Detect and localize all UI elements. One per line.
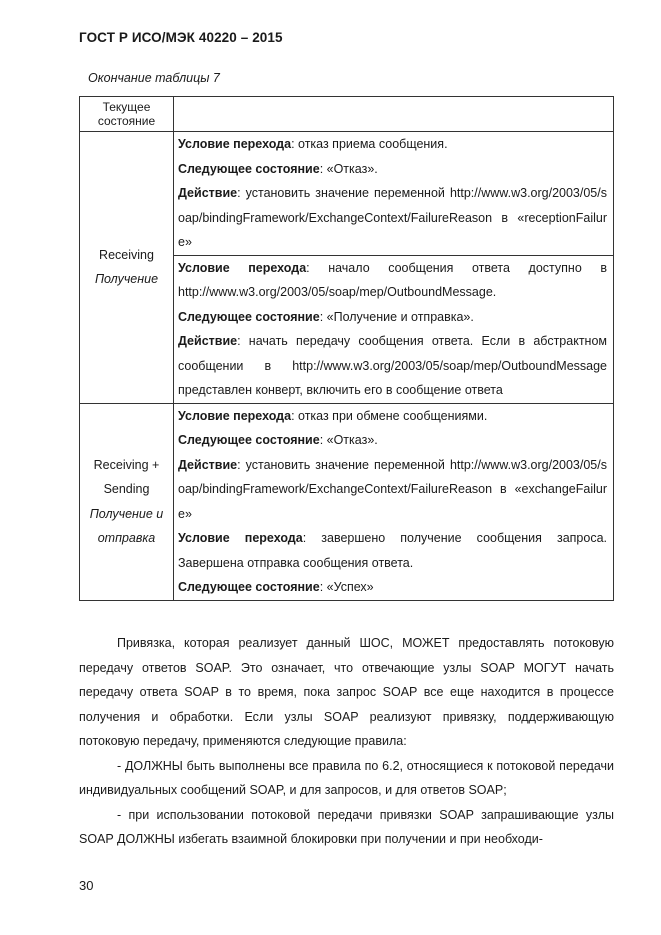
next-state-label: Следующее состояние xyxy=(178,309,320,324)
rule-condition xyxy=(178,404,607,429)
next-state-text: : «Отказ». xyxy=(319,161,378,176)
rule-condition xyxy=(178,256,607,305)
rule-next-state xyxy=(178,157,607,182)
rule-condition xyxy=(178,132,607,157)
body-text xyxy=(79,631,614,852)
transition-rule xyxy=(174,255,613,403)
state-name-en: Receiving xyxy=(99,247,154,262)
action-label: Действие xyxy=(178,186,238,200)
state-name-en: Receiving + Sending xyxy=(93,457,160,496)
page-number: 30 xyxy=(79,878,94,893)
next-state-text: : «Получение и отправка». xyxy=(319,309,474,324)
paragraph: - ДОЛЖНЫ быть выполнены все правила по 6.2, относящиеся к потоковой передачи индивидуальных сообщений SOAP, и для запросов, и для ответов SOAP; xyxy=(79,758,614,797)
action-text: : установить значение переменной http://www.w3.org/2003/05/soap/bindingFramework/ExchangeContext/FailureReason в «exchangeFailure» xyxy=(178,457,607,521)
rule-condition xyxy=(178,526,607,575)
action-text: : установить значение переменной http://www.w3.org/2003/05/soap/bindingFramework/ExchangeContext/FailureReason в «receptionFailure» xyxy=(178,186,607,249)
table-caption: Окончание таблицы 7 xyxy=(88,71,220,85)
condition-text: : отказ при обмене сообщениями. xyxy=(291,408,488,423)
condition-text: : отказ приема сообщения. xyxy=(291,137,448,151)
paragraph: - при использовании потоковой передачи привязки SOAP запрашивающие узлы SOAP ДОЛЖНЫ избегать взаимной блокировки при получении и при необходи- xyxy=(79,807,614,846)
action-label: Действие xyxy=(178,334,238,348)
rule-next-state xyxy=(178,428,607,453)
transition-rule xyxy=(178,404,607,527)
condition-text: : завершено получение сообщения запроса. Завершена отправка сообщения ответа. xyxy=(178,531,608,570)
next-state-text: : «Успех» xyxy=(319,580,374,594)
condition-label: Условие перехода xyxy=(178,260,307,275)
table-row xyxy=(80,403,614,600)
table-row xyxy=(80,132,614,404)
rules-cell xyxy=(174,132,614,404)
condition-label: Условие перехода xyxy=(178,531,303,545)
rules-cell xyxy=(174,403,614,600)
transition-rule xyxy=(178,526,607,600)
state-cell xyxy=(80,132,174,404)
state-cell xyxy=(80,403,174,600)
rule-action xyxy=(178,453,607,527)
transition-table xyxy=(79,96,614,601)
document-header: ГОСТ Р ИСО/МЭК 40220 – 2015 xyxy=(79,30,283,45)
state-name-ru: Получение и отправка xyxy=(89,506,164,545)
paragraph: Привязка, которая реализует данный ШОС, МОЖЕТ предоставлять потоковую передачу ответов SOAP. Это означает, что отвечающие узлы SOAP МОГУТ начать передачу ответа SOAP в то время, пока запрос SOAP все еще находится в процессе получения и обработки. Если узлы SOAP реализуют привязку, поддерживающую потоковую передачу, применяются следующие правила: xyxy=(79,636,614,748)
table-header-row xyxy=(80,97,614,132)
header-rules xyxy=(174,97,614,132)
rule-next-state xyxy=(178,575,607,600)
action-label: Действие xyxy=(178,457,238,472)
transition-rule xyxy=(178,132,607,255)
next-state-label: Следующее состояние xyxy=(178,433,320,447)
next-state-text: : «Отказ». xyxy=(319,433,378,447)
next-state-label: Следующее состояние xyxy=(178,161,320,176)
condition-text: : начало сообщения ответа доступно в http://www.w3.org/2003/05/soap/mep/OutboundMessage. xyxy=(178,260,607,299)
header-current-state: Текущее состояние xyxy=(80,97,174,132)
state-name-ru: Получение xyxy=(94,272,159,287)
rule-action xyxy=(178,329,607,403)
condition-label: Условие перехода xyxy=(178,408,292,423)
next-state-label: Следующее состояние xyxy=(178,580,320,594)
rule-next-state xyxy=(178,305,607,330)
rule-action xyxy=(178,181,607,255)
action-text: : начать передачу сообщения ответа. Если в абстрактном сообщении в http://www.w3.org/2003/05/soap/mep/OutboundMessage представлен конверт, включить его в сообщение ответа xyxy=(178,334,607,397)
condition-label: Условие перехода xyxy=(178,137,292,151)
